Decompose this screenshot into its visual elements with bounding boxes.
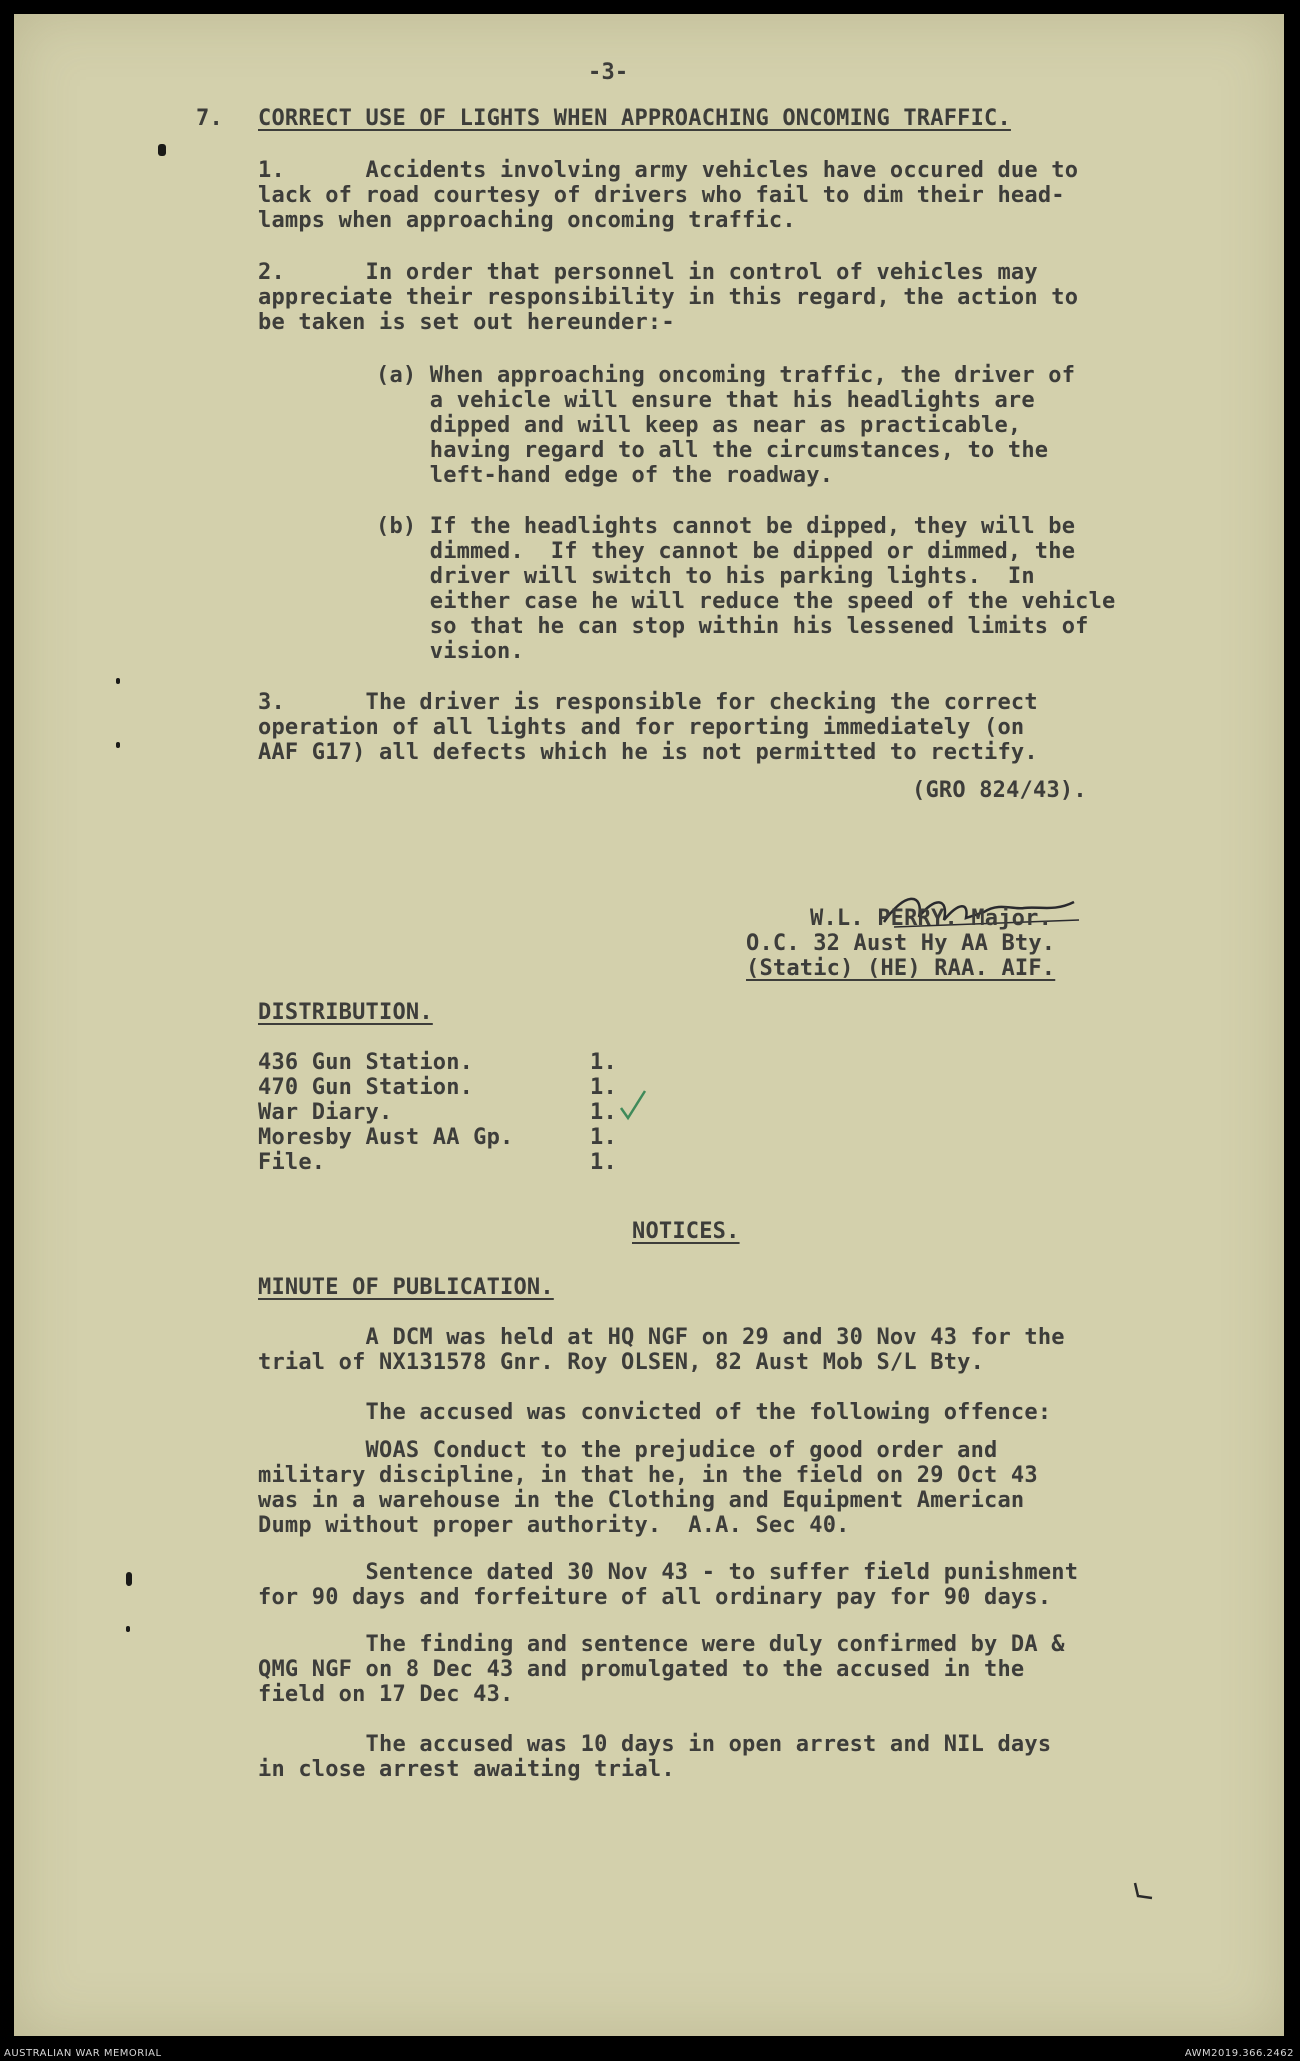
para2-line2: appreciate their responsibility in this regard, the action to	[258, 285, 1079, 310]
item-a-line4: having regard to all the circumstances, to the	[376, 438, 1049, 463]
notices-heading: NOTICES.	[632, 1219, 740, 1244]
distribution-recipient: 436 Gun Station.	[258, 1050, 474, 1075]
notice-p1-line1: A DCM was held at HQ NGF on 29 and 30 Nov 43 for the	[258, 1325, 1065, 1350]
distribution-recipient: Moresby Aust AA Gp.	[258, 1125, 514, 1150]
item-b-line2: dimmed. If they cannot be dipped or dimmed, the	[376, 539, 1076, 564]
notice-p1-line2: trial of NX131578 Gnr. Roy OLSEN, 82 Aust Mob S/L Bty.	[258, 1350, 985, 1375]
distribution-copies: 1.	[590, 1100, 617, 1125]
para3-line3: AAF G17) all defects which he is not permitted to rectify.	[258, 740, 1038, 765]
notice-p5-line3: field on 17 Dec 43.	[258, 1682, 514, 1707]
para3-line2: operation of all lights and for reporting immediately (on	[258, 715, 1025, 740]
footer-right: AWM2019.366.2462	[1184, 2048, 1294, 2059]
footer-left: AUSTRALIAN WAR MEMORIAL	[4, 2048, 162, 2059]
document-page	[14, 14, 1284, 2036]
item-b-line1: (b) If the headlights cannot be dipped, they will be	[376, 514, 1076, 539]
distribution-recipient: File.	[258, 1150, 326, 1175]
distribution-copies: 1.	[590, 1125, 617, 1150]
item-b-line3: driver will switch to his parking lights. In	[376, 564, 1035, 589]
margin-mark	[158, 144, 166, 156]
signatory-unit-line2: (Static) (HE) RAA. AIF.	[746, 956, 1056, 981]
item-b-line5: so that he can stop within his lessened limits of	[376, 614, 1089, 639]
distribution-copies: 1.	[590, 1150, 617, 1175]
distribution-copies: 1.	[590, 1050, 617, 1075]
margin-mark	[116, 678, 120, 684]
page-number: -3-	[588, 60, 629, 85]
item-a-line2: a vehicle will ensure that his headlights are	[376, 388, 1035, 413]
distribution-recipient: War Diary.	[258, 1100, 393, 1125]
para3-line1: 3. The driver is responsible for checking the correct	[258, 690, 1038, 715]
notice-p2-line1: The accused was convicted of the following offence:	[258, 1400, 1052, 1425]
para1-line3: lamps when approaching oncoming traffic.	[258, 208, 796, 233]
checkmark-icon	[618, 1088, 648, 1122]
item-b-line6: vision.	[376, 639, 524, 664]
para2-line3: be taken is set out hereunder:-	[258, 310, 675, 335]
para2-line1: 2. In order that personnel in control of vehicles may	[258, 260, 1038, 285]
notice-p6-line2: in close arrest awaiting trial.	[258, 1757, 675, 1782]
minute-of-publication-heading: MINUTE OF PUBLICATION.	[258, 1275, 554, 1300]
signatory-unit-line1: O.C. 32 Aust Hy AA Bty.	[746, 931, 1056, 956]
item-a-line5: left-hand edge of the roadway.	[376, 463, 834, 488]
distribution-copies: 1.	[590, 1075, 617, 1100]
signatory-name: W.L. PERRY. Major.	[810, 906, 1053, 931]
notice-p3-line3: was in a warehouse in the Clothing and Equipment American	[258, 1488, 1025, 1513]
notice-p3-line2: military discipline, in that he, in the field on 29 Oct 43	[258, 1463, 1038, 1488]
notice-p3-line1: WOAS Conduct to the prejudice of good order and	[258, 1438, 998, 1463]
section-heading: CORRECT USE OF LIGHTS WHEN APPROACHING ONCOMING TRAFFIC.	[258, 106, 1011, 131]
distribution-heading: DISTRIBUTION.	[258, 1000, 433, 1025]
margin-scribble-icon	[1130, 1878, 1160, 1904]
notice-p4-line1: Sentence dated 30 Nov 43 - to suffer field punishment	[258, 1560, 1079, 1585]
notice-p3-line4: Dump without proper authority. A.A. Sec 40.	[258, 1513, 850, 1538]
notice-p5-line2: QMG NGF on 8 Dec 43 and promulgated to the accused in the	[258, 1657, 1025, 1682]
margin-mark	[116, 742, 120, 748]
distribution-recipient: 470 Gun Station.	[258, 1075, 474, 1100]
notice-p6-line1: The accused was 10 days in open arrest and NIL days	[258, 1732, 1052, 1757]
para1-line2: lack of road courtesy of drivers who fail to dim their head-	[258, 183, 1065, 208]
section-number: 7.	[196, 106, 223, 131]
item-a-line1: (a) When approaching oncoming traffic, the driver of	[376, 363, 1076, 388]
gro-reference: (GRO 824/43).	[912, 778, 1087, 803]
notice-p4-line2: for 90 days and forfeiture of all ordinary pay for 90 days.	[258, 1585, 1052, 1610]
margin-mark	[126, 1572, 132, 1586]
item-a-line3: dipped and will keep as near as practicable,	[376, 413, 1022, 438]
para1-line1: 1. Accidents involving army vehicles have occured due to	[258, 158, 1079, 183]
notice-p5-line1: The finding and sentence were duly confirmed by DA &	[258, 1632, 1065, 1657]
item-b-line4: either case he will reduce the speed of the vehicle	[376, 589, 1116, 614]
margin-mark	[126, 1626, 130, 1632]
